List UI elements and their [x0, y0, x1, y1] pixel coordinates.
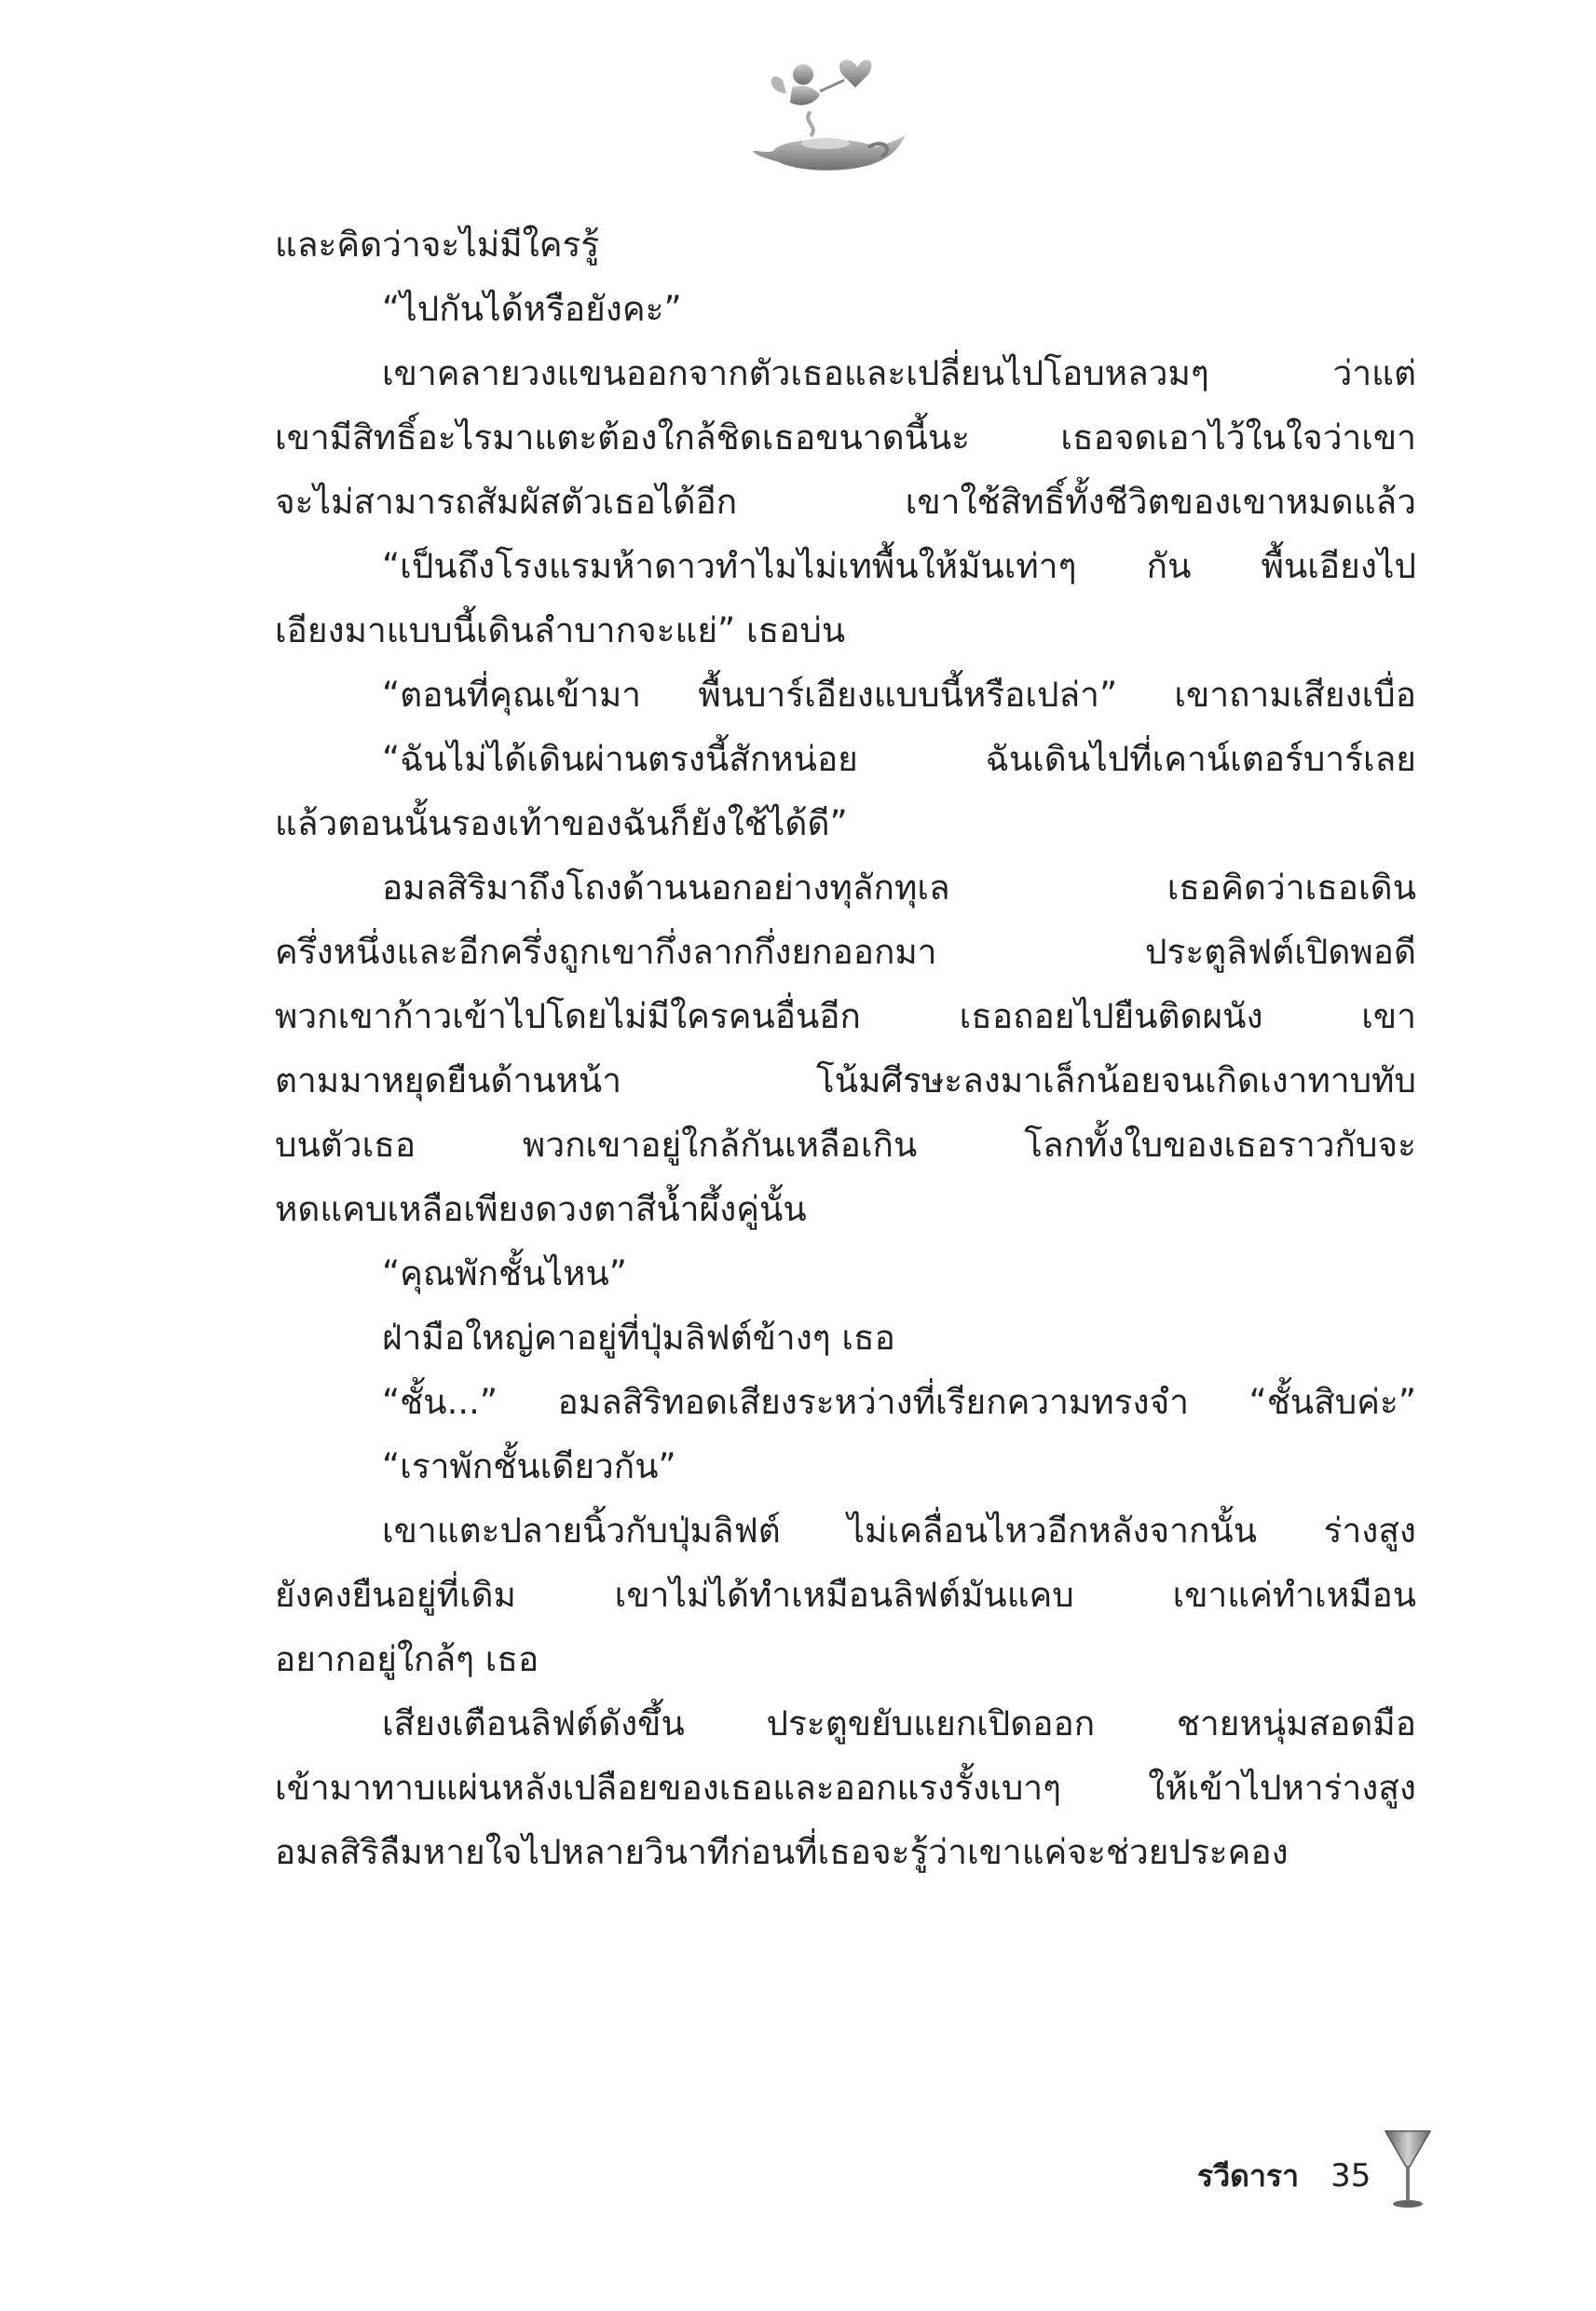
- text-line: เขาแตะปลายนิ้วกับปุ่มลิฟต์ ไม่เคลื่อนไหวอีกหลังจากนั้น ร่างสูง: [382, 1511, 1416, 1551]
- text-line: “ตอนที่คุณเข้ามา พื้นบาร์เอียงแบบนี้หรือเปล่า” เขาถามเสียงเบื่อ: [382, 675, 1416, 715]
- text-line: เข้ามาทาบแผ่นหลังเปลือยของเธอและออกแรงรั้งเบาๆ ให้เข้าไปหาร่างสูง: [275, 1768, 1416, 1808]
- text-line: “คุณพักชั้นไหน”: [382, 1253, 627, 1293]
- text-line: ยังคงยืนอยู่ที่เดิม เขาไม่ได้ทำเหมือนลิฟต์มันแคบ เขาแค่ทำเหมือน: [275, 1575, 1416, 1615]
- text-line: “เป็นถึงโรงแรมห้าดาวทำไมไม่เทพื้นให้มันเท่าๆ กัน พื้นเอียงไป: [382, 546, 1416, 586]
- text-line: “เราพักชั้นเดียวกัน”: [382, 1446, 676, 1486]
- text-line: ครึ่งหนึ่งและอีกครึ่งถูกเขากึ่งลากกึ่งยกออกมา ประตูลิฟต์เปิดพอดี: [275, 932, 1416, 972]
- body-text: [275, 212, 1416, 1884]
- text-line: เสียงเตือนลิฟต์ดังขึ้น ประตูขยับแยกเปิดออก ชายหนุ่มสอดมือ: [382, 1703, 1416, 1744]
- martini-glass-icon: [1382, 2126, 1434, 2214]
- text-line: อยากอยู่ใกล้ๆ เธอ: [275, 1639, 539, 1679]
- text-line: และคิดว่าจะไม่มีใครรู้: [275, 225, 600, 265]
- page-footer: [1197, 2139, 1434, 2213]
- text-line: อมลสิริลืมหายใจไปหลายวินาทีก่อนที่เธอจะรู้ว่าเขาแค่จะช่วยประคอง: [275, 1832, 1289, 1872]
- text-line: ตามมาหยุดยืนด้านหน้า โน้มศีรษะลงมาเล็กน้อยจนเกิดเงาทาบทับ: [275, 1060, 1416, 1101]
- book-title: รวีดารา: [1197, 2157, 1300, 2194]
- text-line: อมลสิริมาถึงโถงด้านนอกอย่างทุลักทุเล เธอคิดว่าเธอเดิน: [382, 868, 1416, 908]
- text-line: “ไปกันได้หรือยังคะ”: [382, 289, 682, 329]
- text-line: เอียงมาแบบนี้เดินลำบากจะแย่” เธอบ่น: [275, 610, 846, 650]
- text-line: “ชั้น...” อมลสิริทอดเสียงระหว่างที่เรียกความทรงจำ “ชั้นสิบค่ะ”: [382, 1382, 1416, 1422]
- text-line: หดแคบเหลือเพียงดวงตาสีน้ำผึ้งคู่นั้น: [275, 1189, 807, 1229]
- text-line: เขาคลายวงแขนออกจากตัวเธอและเปลี่ยนไปโอบหลวมๆ ว่าแต่: [382, 353, 1416, 393]
- cupid-teapot-icon: [745, 47, 913, 186]
- page-number: 35: [1330, 2157, 1371, 2195]
- text-line: “ฉันไม่ได้เดินผ่านตรงนี้สักหน่อย ฉันเดินไปที่เคาน์เตอร์บาร์เลย: [382, 739, 1416, 779]
- text-line: ฝ่ามือใหญ่คาอยู่ที่ปุ่มลิฟต์ข้างๆ เธอ: [382, 1318, 895, 1358]
- text-line: แล้วตอนนั้นรองเท้าของฉันก็ยังใช้ได้ดี”: [275, 803, 848, 843]
- text-line: บนตัวเธอ พวกเขาอยู่ใกล้กันเหลือเกิน โลกทั้งใบของเธอราวกับจะ: [275, 1125, 1416, 1165]
- text-line: พวกเขาก้าวเข้าไปโดยไม่มีใครคนอื่นอีก เธอถอยไปยืนติดผนัง เขา: [275, 996, 1416, 1036]
- text-line: เขามีสิทธิ์อะไรมาแตะต้องใกล้ชิดเธอขนาดนี้นะ เธอจดเอาไว้ในใจว่าเขา: [275, 417, 1416, 458]
- text-line: จะไม่สามารถสัมผัสตัวเธอได้อีก เขาใช้สิทธิ์ทั้งชีวิตของเขาหมดแล้ว: [275, 482, 1416, 522]
